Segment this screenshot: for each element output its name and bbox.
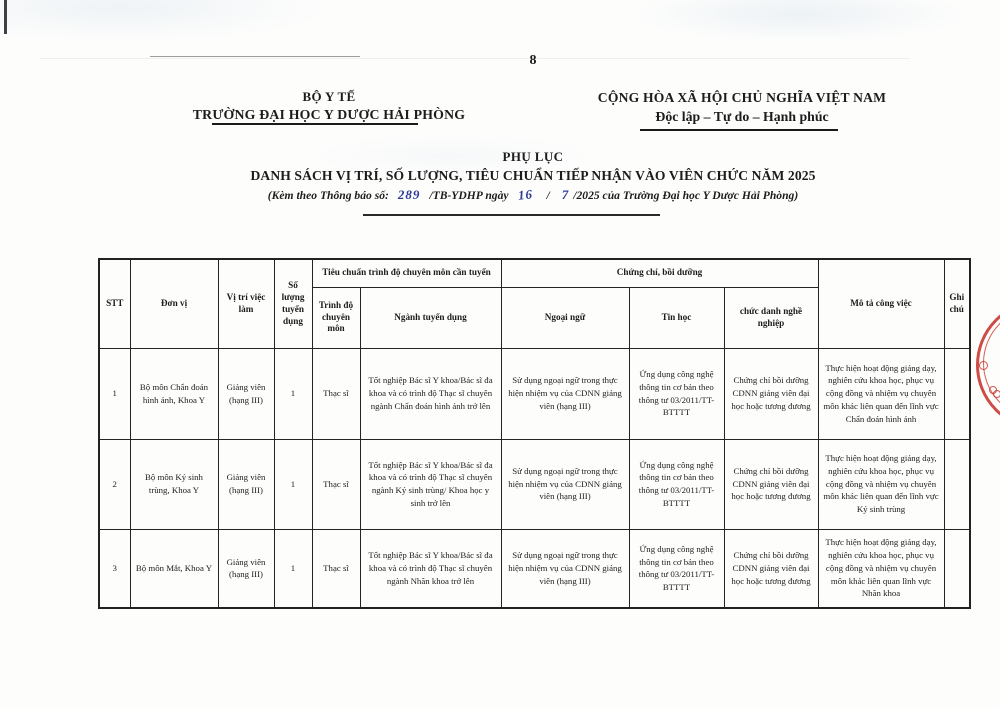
cell-so-luong: 1 [274, 439, 312, 529]
seal-outer-ring-icon [976, 300, 1000, 430]
cell-chuc-danh: Chứng chỉ bồi dưỡng CDNN giảng viên đại học hoặc tương đương [724, 348, 818, 439]
cell-don-vi: Bộ môn Ký sinh trùng, Khoa Y [130, 439, 218, 529]
cell-trinh-do: Thạc sĩ [312, 439, 360, 529]
cell-nganh: Tốt nghiệp Bác sĩ Y khoa/Bác sĩ đa khoa và có trình độ Thạc sĩ chuyên ngành Nhãn khoa trở lên [360, 529, 501, 608]
col-header-so-luong: Số lượng tuyển dụng [274, 259, 312, 348]
seal-mark-icon [989, 386, 997, 394]
cell-mo-ta: Thực hiện hoạt động giảng dạy, nghiên cứu khoa học, phục vụ cộng đồng và nhiệm vụ chuyên môn khác liên quan lĩnh vực Nhãn khoa [818, 529, 944, 608]
cell-ghi-chu [944, 439, 970, 529]
cell-ngoai-ngu: Sử dụng ngoại ngữ trong thực hiện nhiệm vụ của CDNN giảng viên (hạng III) [501, 529, 629, 608]
cell-stt: 2 [99, 439, 130, 529]
document-title: DANH SÁCH VỊ TRÍ, SỐ LƯỢNG, TIÊU CHUẨN TIẾP NHẬN VÀO VIÊN CHỨC NĂM 2025 [250, 168, 816, 183]
letterhead-left [168, 89, 490, 123]
cell-mo-ta: Thực hiện hoạt động giảng dạy, nghiên cứu khoa học, phục vụ cộng đồng và nhiệm vụ chuyên môn khác liên quan đến lĩnh vực Chẩn đoán hình ảnh [818, 348, 944, 439]
group-header-chung-chi: Chứng chỉ, bồi dưỡng [501, 259, 818, 287]
col-header-don-vi: Đơn vị [130, 259, 218, 348]
cell-vi-tri: Giảng viên (hạng III) [218, 529, 274, 608]
cell-trinh-do: Thạc sĩ [312, 529, 360, 608]
cell-so-luong: 1 [274, 348, 312, 439]
handwritten-number: 289 [397, 187, 421, 202]
cell-ngoai-ngu: Sử dụng ngoại ngữ trong thực hiện nhiệm vụ của CDNN giảng viên (hạng III) [501, 348, 629, 439]
header-group-row [99, 259, 970, 287]
handwritten-day: 16 [516, 186, 534, 203]
seal-mark-icon [993, 390, 1000, 398]
national-motto-line1: CỘNG HÒA XÃ HỘI CHỦ NGHĨA VIỆT NAM [597, 90, 887, 105]
table-row [99, 439, 970, 529]
cell-so-luong: 1 [274, 529, 312, 608]
subtitle-slash: / [546, 189, 550, 202]
subtitle-underline [363, 214, 660, 216]
col-header-vi-tri: Vị trí việc làm [218, 259, 274, 348]
col-header-stt: STT [99, 259, 130, 348]
letterhead-right-underline [640, 129, 838, 131]
table-row [99, 529, 970, 608]
table-row [99, 348, 970, 439]
group-header-tieu-chuan: Tiêu chuẩn trình độ chuyên môn cần tuyển [312, 259, 501, 287]
university-name: TRƯỜNG ĐẠI HỌC Y DƯỢC HẢI PHÒNG [192, 107, 466, 122]
seal-mark-icon [979, 361, 988, 370]
appendix-label: PHỤ LỤC [502, 149, 564, 164]
cell-vi-tri: Giảng viên (hạng III) [218, 348, 274, 439]
cell-tin-hoc: Ứng dụng công nghệ thông tin cơ bản theo thông tư 03/2011/TT-BTTTT [629, 529, 724, 608]
letterhead-right [578, 90, 906, 125]
cell-nganh: Tốt nghiệp Bác sĩ Y khoa/Bác sĩ đa khoa và có trình độ Thạc sĩ chuyên ngành Chẩn đoán hình ảnh trở lên [360, 348, 501, 439]
cell-nganh: Tốt nghiệp Bác sĩ Y khoa/Bác sĩ đa khoa và có trình độ Thạc sĩ chuyên ngành Ký sinh trùng/ Khoa học y sinh trở lên [360, 439, 501, 529]
cell-ghi-chu [944, 529, 970, 608]
cell-chuc-danh: Chứng chỉ bồi dưỡng CDNN giảng viên đại học hoặc tương đương [724, 439, 818, 529]
subtitle-post: /2025 của Trường Đại học Y Dược Hải Phòng) [573, 189, 799, 202]
col-header-ngoai-ngu: Ngoại ngữ [501, 287, 629, 348]
cell-stt: 3 [99, 529, 130, 608]
document-title-block [66, 149, 1000, 203]
col-header-mo-ta: Mô tả công việc [818, 259, 944, 348]
cell-vi-tri: Giảng viên (hạng III) [218, 439, 274, 529]
cell-tin-hoc: Ứng dụng công nghệ thông tin cơ bản theo thông tư 03/2011/TT-BTTTT [629, 348, 724, 439]
page-number: 8 [529, 53, 537, 68]
cell-don-vi: Bộ môn Chẩn đoán hình ảnh, Khoa Y [130, 348, 218, 439]
cell-don-vi: Bộ môn Mắt, Khoa Y [130, 529, 218, 608]
cell-trinh-do: Thạc sĩ [312, 348, 360, 439]
letterhead-left-underline [212, 123, 418, 125]
scan-artifact-line [4, 0, 7, 34]
col-header-ghi-chu: Ghi chú [944, 259, 970, 348]
cell-ngoai-ngu: Sử dụng ngoại ngữ trong thực hiện nhiệm vụ của CDNN giảng viên (hạng III) [501, 439, 629, 529]
document-subtitle [66, 187, 1000, 203]
scan-artifact-line [40, 58, 910, 59]
cell-stt: 1 [99, 348, 130, 439]
national-motto-line2: Độc lập – Tự do – Hạnh phúc [655, 109, 829, 124]
seal-inner-ring-icon [983, 307, 1000, 419]
handwritten-month: 7 [561, 187, 570, 202]
cell-tin-hoc: Ứng dụng công nghệ thông tin cơ bản theo thông tư 03/2011/TT-BTTTT [629, 439, 724, 529]
subtitle-pre: (Kèm theo Thông báo số: [267, 189, 389, 202]
col-header-nganh: Ngành tuyển dụng [360, 287, 501, 348]
cell-mo-ta: Thực hiện hoạt động giảng dạy, nghiên cứu khoa học, phục vụ cộng đồng và nhiệm vụ chuyên môn khác liên quan đến lĩnh vực Ký sinh trùng [818, 439, 944, 529]
cell-chuc-danh: Chứng chỉ bồi dưỡng CDNN giảng viên đại học hoặc tương đương [724, 529, 818, 608]
ministry-name: BỘ Y TẾ [302, 89, 356, 104]
scan-artifact-line [150, 56, 360, 57]
col-header-trinh-do: Trình độ chuyên môn [312, 287, 360, 348]
col-header-chuc-danh: chức danh nghề nghiệp [724, 287, 818, 348]
recruitment-table [98, 258, 971, 609]
cell-ghi-chu [944, 348, 970, 439]
subtitle-mid1: /TB-YDHP ngày [429, 189, 509, 202]
col-header-tin-hoc: Tin học [629, 287, 724, 348]
